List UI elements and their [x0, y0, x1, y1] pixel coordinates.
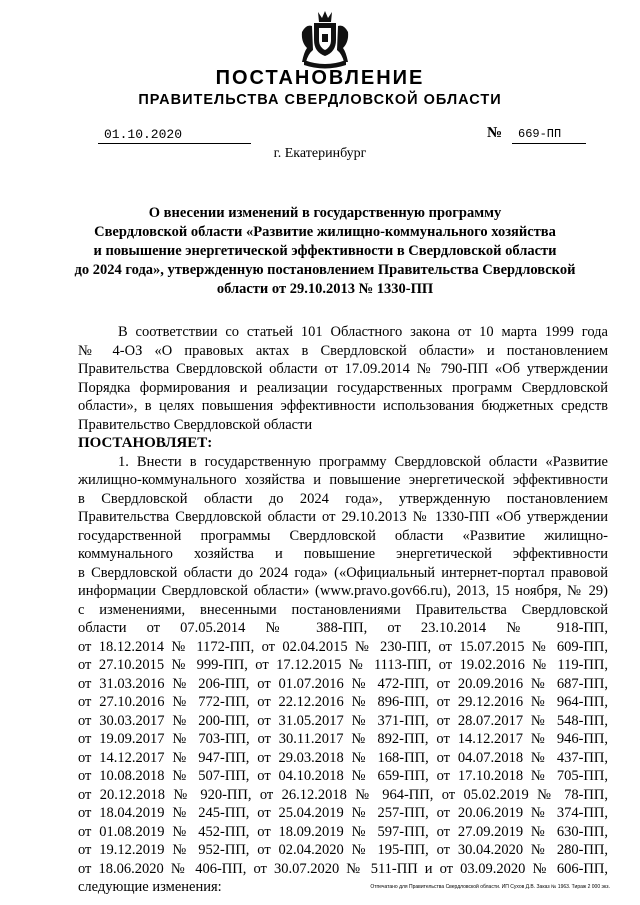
preamble-line: Правительство Свердловской области — [78, 416, 313, 433]
item-line: от 20.12.2018 № 920-ПП, от 26.12.2018 № 964-ПП, от 05.02.2019 № 78-ПП, — [78, 786, 608, 803]
document-type-title: ПОСТАНОВЛЕНИЕ — [215, 67, 425, 89]
resolves-heading: ПОСТАНОВЛЯЕТ: — [78, 435, 213, 451]
preamble-line: № 4-ОЗ «О правовых актах в Свердловской области» и постановлением — [78, 342, 608, 359]
heading-line: до 2024 года», утвержденную постановлением Правительства Свердловской — [74, 262, 576, 278]
issuing-authority: ПРАВИТЕЛЬСТВА СВЕРДЛОВСКОЙ ОБЛАСТИ — [138, 92, 502, 108]
heading-line: и повышение энергетической эффективности в Свердловской области — [93, 243, 557, 259]
preamble-line: области», в целях повышения эффективности использования бюджетных средств — [78, 398, 608, 414]
number-label: № — [487, 125, 503, 141]
preamble-line: Порядка формирования и реализации государственных программ Свердловской — [78, 379, 608, 396]
item-line: от 19.12.2019 № 952-ПП, от 02.04.2020 № 195-ПП, от 30.04.2020 № 280-ПП, — [78, 842, 608, 858]
item-line: от 27.10.2016 № 772-ПП, от 22.12.2016 № 896-ПП, от 29.12.2016 № 964-ПП, — [78, 694, 608, 710]
preamble-line: В соответствии со статьей 101 Областного закона от 10 марта 1999 года — [118, 324, 608, 340]
item-line: коммунального хозяйства и повышение энергетической эффективности — [78, 546, 608, 562]
heading-line: О внесении изменений в государственную программу — [148, 205, 502, 221]
coat-of-arms-icon — [298, 10, 352, 70]
heading-line: области от 29.10.2013 № 1330-ПП — [216, 281, 434, 297]
document-heading — [60, 204, 590, 299]
city: г. Екатеринбург — [273, 146, 367, 161]
item-line: от 19.09.2017 № 703-ПП, от 30.11.2017 № 892-ПП, от 14.12.2017 № 946-ПП, — [78, 731, 608, 747]
item-line: Правительства Свердловской области от 29.10.2013 № 1330-ПП «Об утверждении — [78, 509, 608, 525]
item-line: информации Свердловской области» (www.pravo.gov66.ru), 2013, 15 ноября, № 29) — [78, 583, 608, 599]
preamble-line: Правительства Свердловской области от 17.09.2014 № 790-ПП «Об утверждении — [78, 361, 608, 377]
item-line: 1. Внести в государственную программу Свердловской области «Развитие — [118, 453, 608, 470]
print-footer-note: Отпечатано для Правительства Свердловской области. ИП Сухов Д.В. Заказ № 1963. Тираж 2 000 экз. — [370, 884, 610, 890]
item-line: области от 07.05.2014 № 388-ПП, от 23.10.2014 № 918-ПП, — [78, 620, 608, 636]
item-line: государственной программы Свердловской области «Развитие жилищно- — [78, 527, 608, 544]
document-date: 01.10.2020 — [98, 126, 251, 144]
item-line: от 18.12.2014 № 1172-ПП, от 02.04.2015 № 230-ПП, от 15.07.2015 № 609-ПП, — [78, 638, 608, 655]
item-line: от 01.08.2019 № 452-ПП, от 18.09.2019 № 597-ПП, от 27.09.2019 № 630-ПП, — [78, 823, 608, 840]
item-line: от 14.12.2017 № 947-ПП, от 29.03.2018 № 168-ПП, от 04.07.2018 № 437-ПП, — [78, 749, 608, 766]
document-body — [78, 323, 608, 897]
item-line: от 18.04.2019 № 245-ПП, от 25.04.2019 № 257-ПП, от 20.06.2019 № 374-ПП, — [78, 805, 608, 821]
heading-line: Свердловской области «Развитие жилищно-коммунального хозяйства — [94, 224, 556, 240]
item-line: от 18.06.2020 № 406-ПП, от 30.07.2020 № 511-ПП и от 03.09.2020 № 606-ПП, — [78, 860, 608, 877]
document-number: 669-ПП — [512, 126, 586, 144]
item-line: от 27.10.2015 № 999-ПП, от 17.12.2015 № 1113-ПП, от 19.02.2016 № 119-ПП, — [78, 657, 608, 673]
item-line: от 30.03.2017 № 200-ПП, от 31.05.2017 № 371-ПП, от 28.07.2017 № 548-ПП, — [78, 712, 608, 729]
item-line: с изменениями, внесенными постановлениями Правительства Свердловской — [78, 601, 608, 618]
item-line: в Свердловской области до 2024 года», утвержденную постановлением — [78, 490, 608, 507]
item-line: от 31.03.2016 № 206-ПП, от 01.07.2016 № 472-ПП, от 20.09.2016 № 687-ПП, — [78, 675, 608, 692]
item-line: следующие изменения: — [78, 879, 222, 895]
item-line: жилищно-коммунального хозяйства и повышение энергетической эффективности — [78, 472, 608, 488]
item-line: от 10.08.2018 № 507-ПП, от 04.10.2018 № 659-ПП, от 17.10.2018 № 705-ПП, — [78, 768, 608, 784]
item-line: в Свердловской области до 2024 года» («Официальный интернет-портал правовой — [78, 564, 608, 581]
